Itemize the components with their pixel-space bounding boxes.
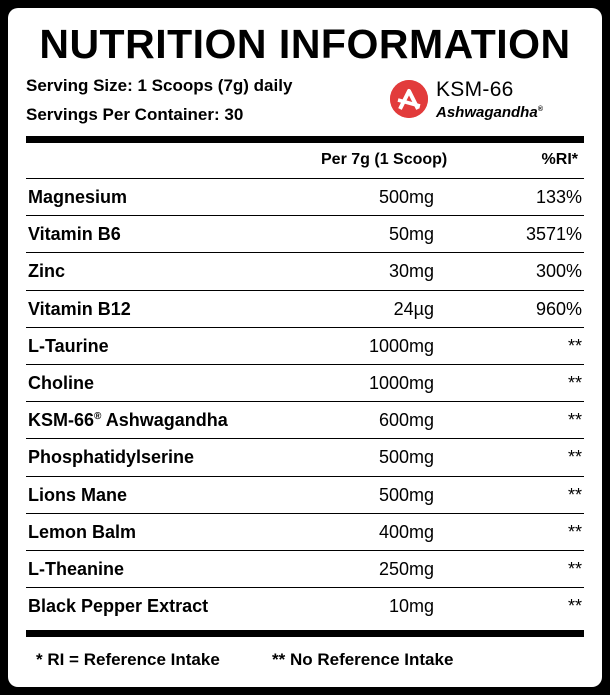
table-row (26, 438, 584, 475)
column-header-amount: Per 7g (1 Scoop) (321, 151, 448, 168)
ksm66-logo (390, 79, 580, 123)
nutrient-name: Vitamin B12 (28, 298, 131, 319)
table-row (26, 476, 584, 513)
table-row (26, 587, 584, 624)
table-row (26, 513, 584, 550)
nutrient-amount: 1000mg (368, 335, 434, 356)
nutrient-amount: 250mg (378, 558, 434, 579)
serving-size: Serving Size: 1 Scoops (7g) daily (26, 76, 293, 95)
nutrient-amount: 500mg (378, 484, 434, 505)
nutrient-amount: 50mg (388, 224, 434, 245)
nutrient-name: Lemon Balm (28, 521, 137, 542)
nutrient-name: L-Taurine (28, 335, 109, 356)
no-ri-footnote: ** No Reference Intake (272, 650, 454, 669)
nutrition-panel (8, 8, 602, 687)
nutrient-name: Zinc (28, 261, 66, 282)
nutrient-ri: ** (567, 410, 582, 431)
nutrient-table (26, 178, 584, 624)
nutrient-ri: ** (567, 484, 582, 505)
nutrient-ri: 960% (535, 298, 582, 319)
table-row (26, 364, 584, 401)
nutrient-name: Magnesium (28, 187, 128, 207)
nutrient-amount: 400mg (378, 521, 434, 542)
nutrient-ri: 3571% (525, 224, 582, 245)
nutrient-ri: ** (567, 372, 582, 393)
nutrient-amount: 24µg (393, 298, 434, 319)
nutrient-ri: 133% (535, 187, 582, 207)
nutrient-ri: ** (567, 335, 582, 356)
nutrient-ri: ** (567, 521, 582, 542)
nutrient-ri: ** (567, 447, 582, 468)
column-header-row (26, 148, 584, 174)
table-row (26, 215, 584, 252)
nutrient-amount: 1000mg (368, 372, 434, 393)
nutrient-ri: ** (567, 558, 582, 579)
nutrient-amount: 500mg (378, 447, 434, 468)
nutrient-amount: 500mg (378, 187, 434, 207)
ksm66-logo-icon (390, 80, 428, 118)
column-header-ri: %RI* (541, 151, 578, 168)
table-row (26, 327, 584, 364)
nutrient-name: KSM-66® Ashwagandha (28, 410, 228, 431)
nutrient-name: Black Pepper Extract (28, 596, 209, 617)
nutrient-ri: 300% (535, 261, 582, 282)
table-row (26, 550, 584, 587)
nutrient-name: Vitamin B6 (28, 224, 121, 245)
servings-per-container: Servings Per Container: 30 (26, 105, 244, 124)
nutrient-name: L-Theanine (28, 558, 125, 579)
table-row (26, 290, 584, 327)
nutrient-name: Lions Mane (28, 484, 128, 505)
nutrient-name: Phosphatidylserine (28, 447, 195, 468)
table-row (26, 178, 584, 215)
table-row (26, 252, 584, 289)
logo-name: KSM-66 (436, 78, 514, 101)
nutrient-ri: ** (567, 596, 582, 617)
bottom-divider (26, 630, 584, 637)
page-title: NUTRITION INFORMATION (39, 21, 571, 67)
nutrient-amount: 30mg (388, 261, 434, 282)
top-divider (26, 136, 584, 143)
nutrient-name: Choline (28, 372, 94, 393)
table-row (26, 401, 584, 438)
ri-footnote: * RI = Reference Intake (36, 650, 220, 669)
logo-subtitle: Ashwagandha® (436, 104, 543, 121)
nutrient-amount: 600mg (378, 410, 434, 431)
nutrient-amount: 10mg (388, 596, 434, 617)
